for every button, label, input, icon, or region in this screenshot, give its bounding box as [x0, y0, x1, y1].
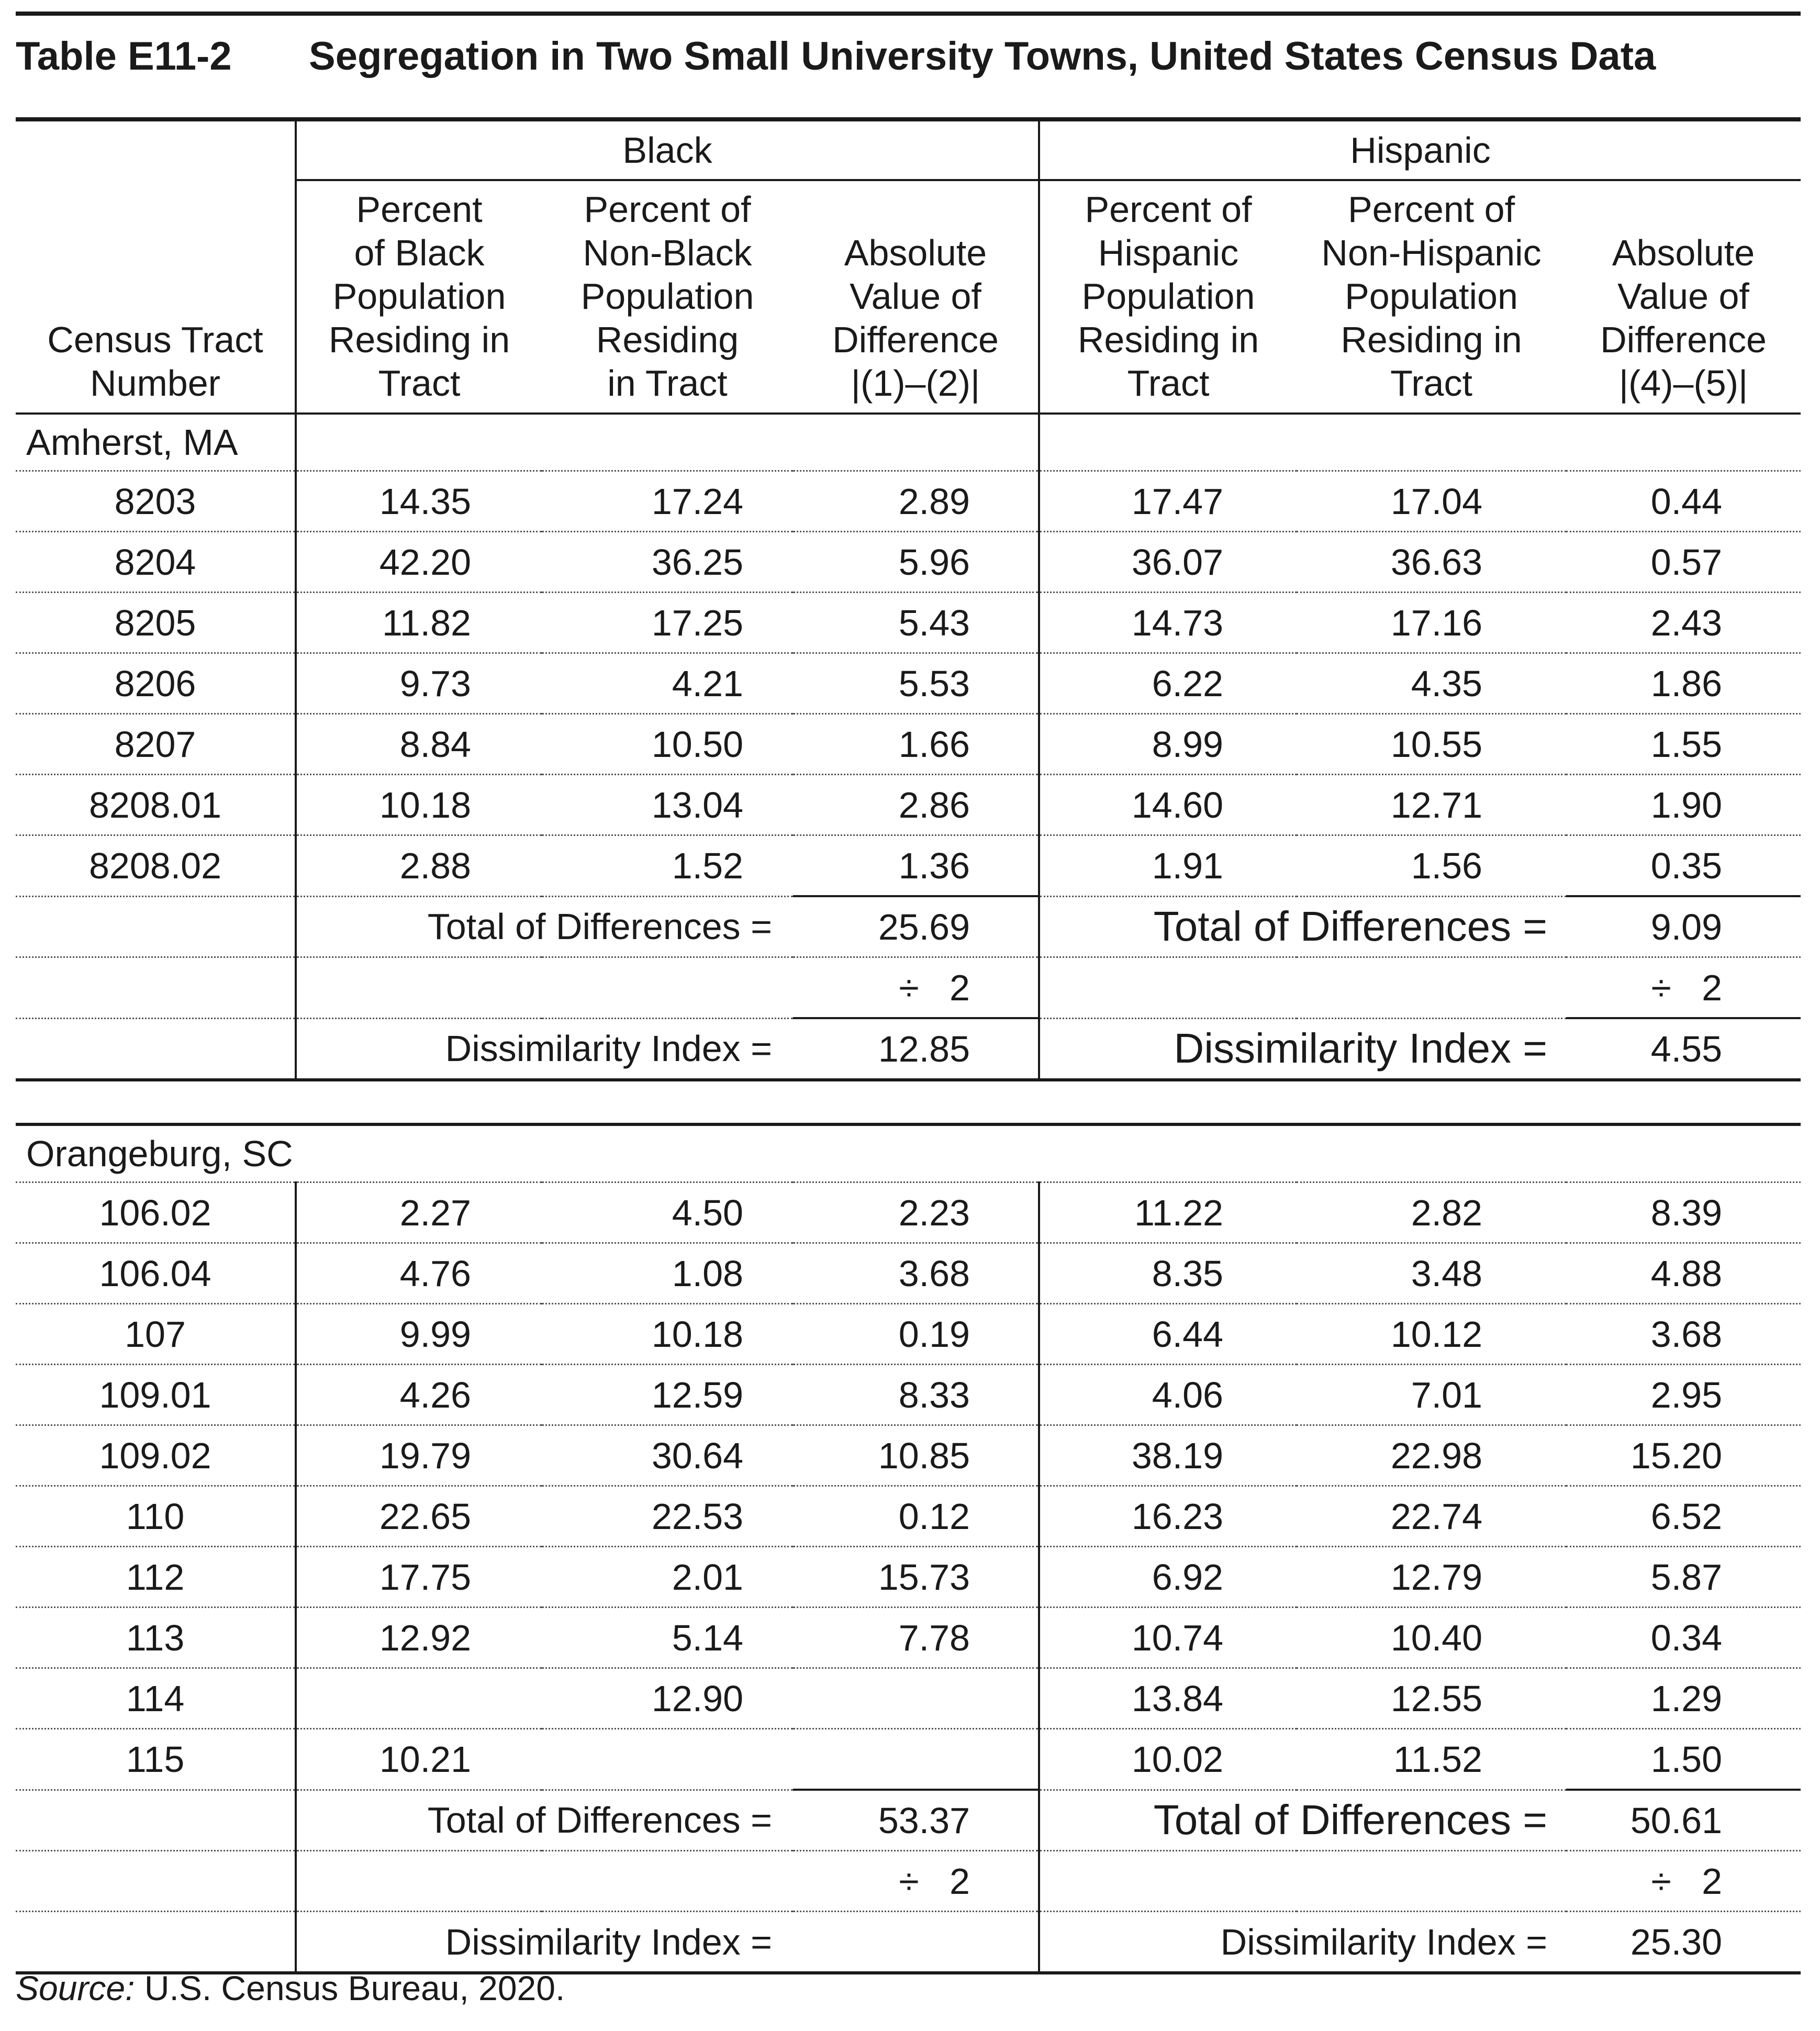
table-row: [16, 1608, 1801, 1668]
nonhispanic-pct-cell: 2.82: [1297, 1182, 1566, 1243]
nonblack-pct-cell: 2.01: [542, 1547, 793, 1608]
hispanic-total-value: 50.61: [1566, 1790, 1801, 1851]
tract-cell: 114: [16, 1668, 296, 1729]
hispanic-diff-cell: 4.88: [1566, 1243, 1801, 1304]
nonblack-pct-cell: 10.18: [542, 1304, 793, 1365]
col2-header: [542, 180, 793, 414]
nonblack-pct-cell: 10.50: [542, 714, 793, 775]
table-row: [16, 835, 1801, 897]
tract-cell: 106.02: [16, 1182, 296, 1243]
black-index-value: [793, 1912, 1039, 1973]
hispanic-pct-cell: 14.60: [1039, 775, 1297, 835]
nonhispanic-pct-cell: 3.48: [1297, 1243, 1566, 1304]
hispanic-diff-cell: 2.43: [1566, 593, 1801, 653]
nonblack-pct-cell: 30.64: [542, 1425, 793, 1486]
nonblack-pct-cell: [542, 1729, 793, 1790]
black-diff-cell: 5.96: [793, 532, 1039, 593]
tract-cell: 8203: [16, 471, 296, 532]
nonblack-pct-cell: 1.52: [542, 835, 793, 897]
table-row: [16, 653, 1801, 714]
tract-cell: 8208.01: [16, 775, 296, 835]
black-diff-cell: 8.33: [793, 1365, 1039, 1425]
black-diff-cell: 7.78: [793, 1608, 1039, 1668]
nonhispanic-pct-cell: 17.04: [1297, 471, 1566, 532]
black-diff-cell: 15.73: [793, 1547, 1039, 1608]
header-line: Percent of: [1347, 189, 1515, 230]
nonhispanic-pct-cell: 17.16: [1297, 593, 1566, 653]
hispanic-index-value: 4.55: [1650, 1028, 1723, 1069]
black-pct-cell: 8.84: [296, 714, 542, 775]
hispanic-pct-cell: 8.35: [1039, 1243, 1297, 1304]
black-total-value: 53.37: [793, 1790, 1039, 1851]
black-divide: ÷ 2: [793, 957, 1039, 1019]
table-row: [16, 471, 1801, 532]
table-row: [16, 1486, 1801, 1547]
nonblack-pct-cell: 13.04: [542, 775, 793, 835]
black-pct-cell: 9.73: [296, 653, 542, 714]
black-diff-cell: 5.53: [793, 653, 1039, 714]
table-row: [16, 1729, 1801, 1790]
header-line: Difference: [832, 319, 999, 360]
black-diff-cell: 0.12: [793, 1486, 1039, 1547]
hispanic-diff-cell: 0.44: [1566, 471, 1801, 532]
nonblack-pct-cell: 22.53: [542, 1486, 793, 1547]
header-line: Percent of: [1085, 189, 1252, 230]
tract-cell: 109.02: [16, 1425, 296, 1486]
hispanic-pct-cell: 1.91: [1039, 835, 1297, 897]
hispanic-pct-cell: 10.02: [1039, 1729, 1297, 1790]
nonhispanic-pct-cell: 22.98: [1297, 1425, 1566, 1486]
hispanic-divide: ÷ 2: [1566, 1851, 1801, 1912]
table-row: [16, 714, 1801, 775]
header-line: Difference: [1600, 319, 1767, 360]
header-line: Population: [580, 276, 754, 317]
hispanic-total-label: Total of Differences =: [1039, 896, 1566, 957]
black-pct-cell: 14.35: [296, 471, 542, 532]
black-index-label: Dissimilarity Index =: [296, 1912, 793, 1973]
tract-header-spacer: [16, 119, 296, 180]
hispanic-diff-cell: 1.55: [1566, 714, 1801, 775]
black-pct-cell: 42.20: [296, 532, 542, 593]
nonhispanic-pct-cell: 10.12: [1297, 1304, 1566, 1365]
hispanic-pct-cell: 38.19: [1039, 1425, 1297, 1486]
hispanic-diff-cell: 0.35: [1566, 835, 1801, 897]
header-line: Absolute: [844, 232, 987, 273]
hispanic-diff-cell: 1.50: [1566, 1729, 1801, 1790]
black-diff-cell: 2.89: [793, 471, 1039, 532]
tract-cell: 8208.02: [16, 835, 296, 897]
black-pct-cell: 4.76: [296, 1243, 542, 1304]
hispanic-pct-cell: 6.92: [1039, 1547, 1297, 1608]
nonhispanic-pct-cell: 10.55: [1297, 714, 1566, 775]
header-line: Percent: [356, 189, 483, 230]
group-header-hispanic: Hispanic: [1039, 119, 1801, 180]
black-pct-cell: 10.21: [296, 1729, 542, 1790]
hispanic-diff-cell: 3.68: [1566, 1304, 1801, 1365]
black-diff-cell: [793, 1729, 1039, 1790]
group-header-black: Black: [296, 119, 1039, 180]
table-title-text: Segregation in Two Small University Towns, United States Census Data: [309, 34, 1656, 79]
header-line: in Tract: [607, 363, 728, 404]
source-text: U.S. Census Bureau, 2020.: [144, 1969, 565, 2007]
col3-header: [793, 180, 1039, 414]
black-pct-cell: 9.99: [296, 1304, 542, 1365]
table-row: [16, 775, 1801, 835]
header-line: Value of: [1617, 276, 1749, 317]
tract-cell: 113: [16, 1608, 296, 1668]
hispanic-pct-cell: 8.99: [1039, 714, 1297, 775]
header-line: Non-Black: [583, 232, 752, 273]
header-line: of Black: [354, 232, 485, 273]
hispanic-pct-cell: 13.84: [1039, 1668, 1297, 1729]
black-diff-cell: 10.85: [793, 1425, 1039, 1486]
black-total-value: 25.69: [793, 896, 1039, 957]
hispanic-diff-cell: 15.20: [1566, 1425, 1801, 1486]
tract-cell: 107: [16, 1304, 296, 1365]
header-line: Census Tract: [47, 319, 263, 360]
header-line: Tract: [1390, 363, 1472, 404]
nonhispanic-pct-cell: 11.52: [1297, 1729, 1566, 1790]
header-line: Tract: [1127, 363, 1210, 404]
black-pct-cell: 12.92: [296, 1608, 542, 1668]
black-pct-cell: 19.79: [296, 1425, 542, 1486]
header-line: Population: [1081, 276, 1255, 317]
hispanic-total-value: 9.09: [1566, 896, 1801, 957]
hispanic-divide: ÷ 2: [1566, 957, 1801, 1019]
tract-cell: 8206: [16, 653, 296, 714]
amherst-table: [16, 117, 1801, 1081]
black-diff-cell: 1.66: [793, 714, 1039, 775]
hispanic-pct-cell: 36.07: [1039, 532, 1297, 593]
hispanic-diff-cell: 1.90: [1566, 775, 1801, 835]
hispanic-diff-cell: 0.57: [1566, 532, 1801, 593]
header-line: Hispanic: [1098, 232, 1239, 273]
nonhispanic-pct-cell: 36.63: [1297, 532, 1566, 593]
place-heading-amherst: Amherst, MA: [16, 414, 296, 471]
hispanic-index-label: Dissimilarity Index =: [1039, 1018, 1566, 1080]
tract-cell: 8207: [16, 714, 296, 775]
header-line: Number: [90, 363, 220, 404]
black-pct-cell: 10.18: [296, 775, 542, 835]
header-line: Population: [1345, 276, 1518, 317]
nonhispanic-pct-cell: 22.74: [1297, 1486, 1566, 1547]
black-index-label: Dissimilarity Index =: [296, 1018, 793, 1080]
black-diff-cell: 0.19: [793, 1304, 1039, 1365]
orangeburg-table: [16, 1123, 1801, 1974]
nonblack-pct-cell: 12.59: [542, 1365, 793, 1425]
header-line: Absolute: [1612, 232, 1755, 273]
header-line: Percent of: [584, 189, 751, 230]
top-rule: [16, 12, 1801, 16]
hispanic-pct-cell: 6.22: [1039, 653, 1297, 714]
nonhispanic-pct-cell: 4.35: [1297, 653, 1566, 714]
col4-header: [1039, 180, 1297, 414]
tract-column-header: [16, 180, 296, 414]
place-heading-orangeburg: Orangeburg, SC: [16, 1124, 1801, 1182]
black-diff-cell: 1.36: [793, 835, 1039, 897]
header-line: |(4)–(5)|: [1618, 363, 1748, 404]
black-pct-cell: [296, 1668, 542, 1729]
black-diff-cell: 2.86: [793, 775, 1039, 835]
tract-cell: 8205: [16, 593, 296, 653]
hispanic-total-label: Total of Differences =: [1039, 1790, 1566, 1851]
tract-cell: 115: [16, 1729, 296, 1790]
black-pct-cell: 22.65: [296, 1486, 542, 1547]
hispanic-index-value: 25.30: [1630, 1921, 1723, 1962]
hispanic-pct-cell: 4.06: [1039, 1365, 1297, 1425]
hispanic-diff-cell: 1.29: [1566, 1668, 1801, 1729]
tract-cell: 109.01: [16, 1365, 296, 1425]
nonhispanic-pct-cell: 10.40: [1297, 1608, 1566, 1668]
black-pct-cell: 17.75: [296, 1547, 542, 1608]
black-pct-cell: 4.26: [296, 1365, 542, 1425]
nonblack-pct-cell: 12.90: [542, 1668, 793, 1729]
hispanic-pct-cell: 10.74: [1039, 1608, 1297, 1668]
source-note: [16, 1968, 565, 2008]
table-row: [16, 532, 1801, 593]
header-line: Value of: [850, 276, 981, 317]
source-label: Source:: [16, 1969, 135, 2007]
table-row: [16, 1304, 1801, 1365]
nonblack-pct-cell: 4.50: [542, 1182, 793, 1243]
hispanic-diff-cell: 6.52: [1566, 1486, 1801, 1547]
nonblack-pct-cell: 17.24: [542, 471, 793, 532]
hispanic-pct-cell: 16.23: [1039, 1486, 1297, 1547]
nonhispanic-pct-cell: 1.56: [1297, 835, 1566, 897]
table-row: [16, 1547, 1801, 1608]
nonhispanic-pct-cell: 12.79: [1297, 1547, 1566, 1608]
black-total-label: Total of Differences =: [296, 1790, 793, 1851]
table-title: [16, 34, 1656, 79]
nonblack-pct-cell: 17.25: [542, 593, 793, 653]
header-line: |(1)–(2)|: [851, 363, 980, 404]
black-pct-cell: 11.82: [296, 593, 542, 653]
tract-cell: 8204: [16, 532, 296, 593]
table-row: [16, 1182, 1801, 1243]
hispanic-pct-cell: 17.47: [1039, 471, 1297, 532]
black-divide: ÷ 2: [793, 1851, 1039, 1912]
black-diff-cell: 3.68: [793, 1243, 1039, 1304]
hispanic-pct-cell: 6.44: [1039, 1304, 1297, 1365]
black-total-label: Total of Differences =: [296, 896, 793, 957]
tract-cell: 112: [16, 1547, 296, 1608]
hispanic-diff-cell: 8.39: [1566, 1182, 1801, 1243]
col1-header: [296, 180, 542, 414]
tract-cell: 106.04: [16, 1243, 296, 1304]
hispanic-diff-cell: 0.34: [1566, 1608, 1801, 1668]
black-index-value: 12.85: [878, 1028, 970, 1069]
black-pct-cell: 2.27: [296, 1182, 542, 1243]
hispanic-pct-cell: 11.22: [1039, 1182, 1297, 1243]
header-line: Non-Hispanic: [1321, 232, 1542, 273]
hispanic-diff-cell: 1.86: [1566, 653, 1801, 714]
table-row: [16, 1243, 1801, 1304]
nonhispanic-pct-cell: 12.55: [1297, 1668, 1566, 1729]
hispanic-pct-cell: 14.73: [1039, 593, 1297, 653]
nonhispanic-pct-cell: 7.01: [1297, 1365, 1566, 1425]
nonblack-pct-cell: 36.25: [542, 532, 793, 593]
hispanic-diff-cell: 2.95: [1566, 1365, 1801, 1425]
table-row: [16, 1668, 1801, 1729]
hispanic-diff-cell: 5.87: [1566, 1547, 1801, 1608]
table-number: Table E11-2: [16, 34, 232, 79]
black-diff-cell: [793, 1668, 1039, 1729]
col6-header: [1566, 180, 1801, 414]
table-row: [16, 593, 1801, 653]
table-row: [16, 1365, 1801, 1425]
hispanic-index-label: Dissimilarity Index =: [1039, 1912, 1566, 1973]
header-line: Residing in: [328, 319, 510, 360]
black-diff-cell: 5.43: [793, 593, 1039, 653]
tract-cell: 110: [16, 1486, 296, 1547]
header-line: Tract: [378, 363, 461, 404]
black-diff-cell: 2.23: [793, 1182, 1039, 1243]
nonblack-pct-cell: 5.14: [542, 1608, 793, 1668]
black-pct-cell: 2.88: [296, 835, 542, 897]
nonblack-pct-cell: 1.08: [542, 1243, 793, 1304]
nonblack-pct-cell: 4.21: [542, 653, 793, 714]
col5-header: [1297, 180, 1566, 414]
table-row: [16, 1425, 1801, 1486]
header-line: Population: [332, 276, 506, 317]
header-line: Residing: [596, 319, 739, 360]
nonhispanic-pct-cell: 12.71: [1297, 775, 1566, 835]
header-line: Residing in: [1341, 319, 1522, 360]
header-line: Residing in: [1077, 319, 1259, 360]
